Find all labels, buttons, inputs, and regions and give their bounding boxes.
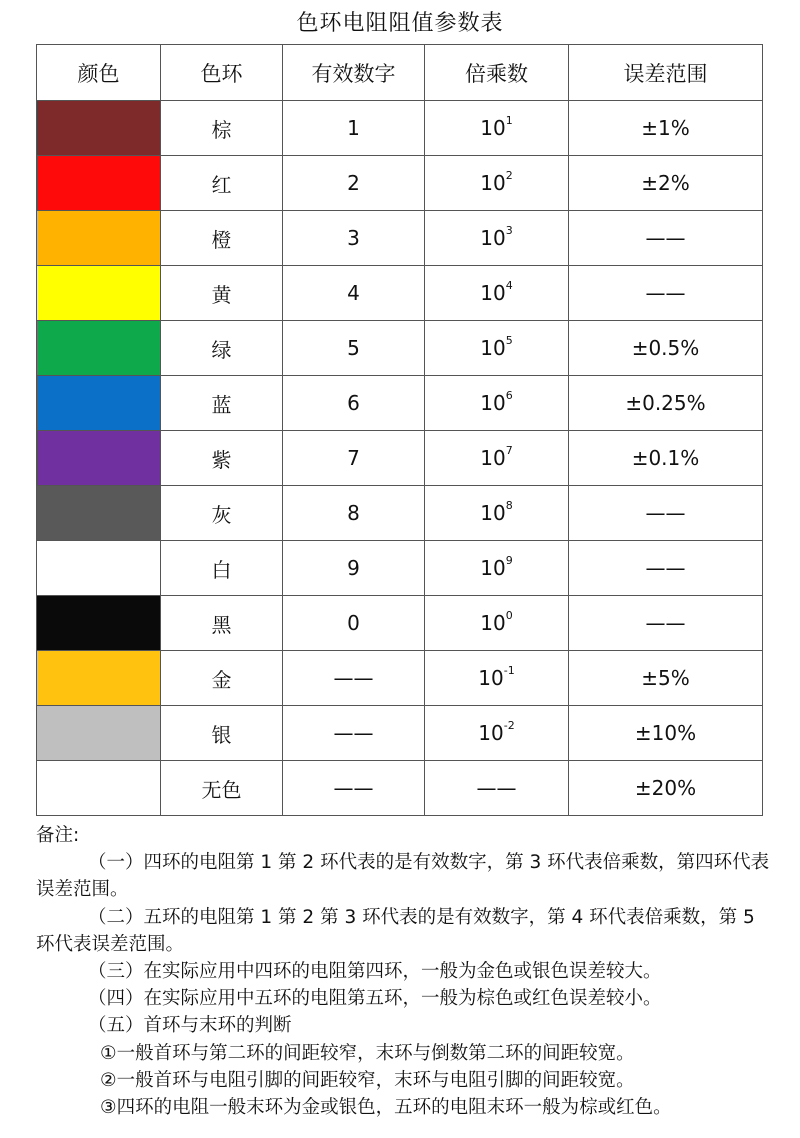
tolerance-cell: ±10% bbox=[569, 706, 763, 761]
table-row bbox=[37, 651, 763, 706]
digit-cell: 3 bbox=[283, 211, 425, 266]
color-swatch bbox=[37, 266, 160, 320]
multiplier-exponent: 3 bbox=[505, 224, 513, 238]
multiplier-cell bbox=[425, 321, 569, 376]
table-row bbox=[37, 431, 763, 486]
color-swatch bbox=[37, 486, 160, 540]
tolerance-cell: —— bbox=[569, 541, 763, 596]
digit-cell: 7 bbox=[283, 431, 425, 486]
tolerance-cell: ±0.5% bbox=[569, 321, 763, 376]
multiplier-cell bbox=[425, 376, 569, 431]
note-item-3: （三）在实际应用中四环的电阻第四环，一般为金色或银色误差较大。 bbox=[88, 961, 662, 983]
table-row bbox=[37, 266, 763, 321]
header-multiplier: 倍乘数 bbox=[425, 45, 569, 101]
digit-cell: 8 bbox=[283, 486, 425, 541]
tolerance-cell: —— bbox=[569, 266, 763, 321]
multiplier-cell bbox=[425, 541, 569, 596]
digit-cell: 2 bbox=[283, 156, 425, 211]
table-row bbox=[37, 761, 763, 816]
table-row bbox=[37, 596, 763, 651]
multiplier-base: 10 bbox=[480, 446, 506, 470]
digit-cell: 0 bbox=[283, 596, 425, 651]
digit-cell: 5 bbox=[283, 321, 425, 376]
color-swatch-cell bbox=[37, 761, 161, 816]
color-swatch-cell bbox=[37, 651, 161, 706]
tolerance-cell: ±20% bbox=[569, 761, 763, 816]
multiplier-cell bbox=[425, 761, 569, 816]
color-swatch bbox=[37, 211, 160, 265]
header-color: 颜色 bbox=[37, 45, 161, 101]
table-row bbox=[37, 706, 763, 761]
color-swatch bbox=[37, 431, 160, 485]
notes-heading: 备注: bbox=[36, 825, 80, 846]
color-swatch-cell bbox=[37, 101, 161, 156]
multiplier-exponent: -2 bbox=[503, 719, 515, 733]
digit-cell: —— bbox=[283, 761, 425, 816]
table-row bbox=[37, 156, 763, 211]
ring-name-cell: 金 bbox=[161, 651, 283, 706]
resistor-color-table bbox=[36, 44, 763, 816]
header-tolerance: 误差范围 bbox=[569, 45, 763, 101]
ring-name-cell: 黑 bbox=[161, 596, 283, 651]
multiplier-cell bbox=[425, 156, 569, 211]
multiplier-cell bbox=[425, 266, 569, 321]
table-row bbox=[37, 541, 763, 596]
multiplier-exponent: 9 bbox=[505, 554, 513, 568]
color-swatch-cell bbox=[37, 266, 161, 321]
ring-name-cell: 红 bbox=[161, 156, 283, 211]
multiplier-base: 10 bbox=[480, 171, 506, 195]
digit-cell: —— bbox=[283, 706, 425, 761]
color-swatch-cell bbox=[37, 156, 161, 211]
table-row bbox=[37, 211, 763, 266]
color-swatch bbox=[37, 376, 160, 430]
header-ring: 色环 bbox=[161, 45, 283, 101]
table-row bbox=[37, 101, 763, 156]
ring-name-cell: 黄 bbox=[161, 266, 283, 321]
table-row bbox=[37, 321, 763, 376]
header-digit: 有效数字 bbox=[283, 45, 425, 101]
multiplier-base: 10 bbox=[480, 611, 506, 635]
color-swatch-cell bbox=[37, 486, 161, 541]
tolerance-cell: —— bbox=[569, 596, 763, 651]
note-item-5: （五）首环与末环的判断 bbox=[88, 1015, 292, 1037]
digit-cell: 1 bbox=[283, 101, 425, 156]
ring-name-cell: 无色 bbox=[161, 761, 283, 816]
note-item-1: （一）四环的电阻第 1 第 2 环代表的是有效数字，第 3 环代表倍乘数，第四环代表误差范围。 bbox=[36, 852, 770, 901]
color-swatch bbox=[37, 541, 160, 595]
multiplier-base: 10 bbox=[480, 556, 506, 580]
color-swatch bbox=[37, 156, 160, 210]
ring-name-cell: 棕 bbox=[161, 101, 283, 156]
ring-name-cell: 橙 bbox=[161, 211, 283, 266]
page-title: 色环电阻阻值参数表 bbox=[296, 11, 504, 36]
color-swatch-cell bbox=[37, 596, 161, 651]
multiplier-exponent: 8 bbox=[505, 499, 513, 513]
multiplier-exponent: 6 bbox=[505, 389, 513, 403]
note-sub-2: ②一般首环与电阻引脚的间距较窄，末环与电阻引脚的间距较宽。 bbox=[100, 1069, 635, 1091]
color-swatch bbox=[37, 651, 160, 705]
note-sub-3: ③四环的电阻一般末环为金或银色，五环的电阻末环一般为棕或红色。 bbox=[100, 1097, 672, 1119]
ring-name-cell: 蓝 bbox=[161, 376, 283, 431]
multiplier-exponent: 1 bbox=[505, 114, 513, 128]
notes-section bbox=[36, 822, 776, 1121]
ring-name-cell: 银 bbox=[161, 706, 283, 761]
multiplier-cell bbox=[425, 706, 569, 761]
multiplier-base: 10 bbox=[480, 226, 506, 250]
multiplier-base: 10 bbox=[478, 666, 504, 690]
multiplier-base: 10 bbox=[480, 336, 506, 360]
multiplier-exponent: -1 bbox=[503, 664, 515, 678]
color-swatch-cell bbox=[37, 321, 161, 376]
multiplier-cell bbox=[425, 101, 569, 156]
multiplier-base: 10 bbox=[480, 501, 506, 525]
ring-name-cell: 紫 bbox=[161, 431, 283, 486]
tolerance-cell: —— bbox=[569, 486, 763, 541]
tolerance-cell: ±0.1% bbox=[569, 431, 763, 486]
color-swatch bbox=[37, 101, 160, 155]
color-swatch-cell bbox=[37, 541, 161, 596]
multiplier-cell bbox=[425, 651, 569, 706]
color-swatch-cell bbox=[37, 211, 161, 266]
multiplier-cell bbox=[425, 431, 569, 486]
multiplier-base: 10 bbox=[480, 116, 506, 140]
multiplier-exponent: 7 bbox=[505, 444, 513, 458]
multiplier-base: 10 bbox=[480, 281, 506, 305]
color-swatch-cell bbox=[37, 706, 161, 761]
tolerance-cell: —— bbox=[569, 211, 763, 266]
table-header-row bbox=[37, 45, 763, 101]
multiplier-cell bbox=[425, 486, 569, 541]
ring-name-cell: 白 bbox=[161, 541, 283, 596]
note-sub-1: ①一般首环与第二环的间距较窄，末环与倒数第二环的间距较宽。 bbox=[100, 1042, 635, 1064]
note-item-2: （二）五环的电阻第 1 第 2 第 3 环代表的是有效数字，第 4 环代表倍乘数，第 5 环代表误差范围。 bbox=[36, 906, 755, 955]
multiplier-exponent: 0 bbox=[505, 609, 513, 623]
ring-name-cell: 灰 bbox=[161, 486, 283, 541]
digit-cell: 4 bbox=[283, 266, 425, 321]
color-swatch-cell bbox=[37, 376, 161, 431]
multiplier-exponent: 4 bbox=[505, 279, 513, 293]
digit-cell: 6 bbox=[283, 376, 425, 431]
table-row bbox=[37, 486, 763, 541]
multiplier-base: 10 bbox=[478, 721, 504, 745]
multiplier-cell bbox=[425, 211, 569, 266]
multiplier-base: —— bbox=[476, 776, 517, 800]
note-item-4: （四）在实际应用中五环的电阻第五环，一般为棕色或红色误差较小。 bbox=[88, 988, 662, 1010]
tolerance-cell: ±1% bbox=[569, 101, 763, 156]
table-row bbox=[37, 376, 763, 431]
tolerance-cell: ±5% bbox=[569, 651, 763, 706]
digit-cell: —— bbox=[283, 651, 425, 706]
multiplier-exponent: 2 bbox=[505, 169, 513, 183]
tolerance-cell: ±2% bbox=[569, 156, 763, 211]
color-swatch-cell bbox=[37, 431, 161, 486]
multiplier-cell bbox=[425, 596, 569, 651]
color-swatch bbox=[37, 706, 160, 760]
color-swatch bbox=[37, 761, 160, 815]
tolerance-cell: ±0.25% bbox=[569, 376, 763, 431]
multiplier-base: 10 bbox=[480, 391, 506, 415]
table-body bbox=[37, 101, 763, 816]
color-swatch bbox=[37, 321, 160, 375]
ring-name-cell: 绿 bbox=[161, 321, 283, 376]
digit-cell: 9 bbox=[283, 541, 425, 596]
multiplier-exponent: 5 bbox=[505, 334, 513, 348]
color-swatch bbox=[37, 596, 160, 650]
